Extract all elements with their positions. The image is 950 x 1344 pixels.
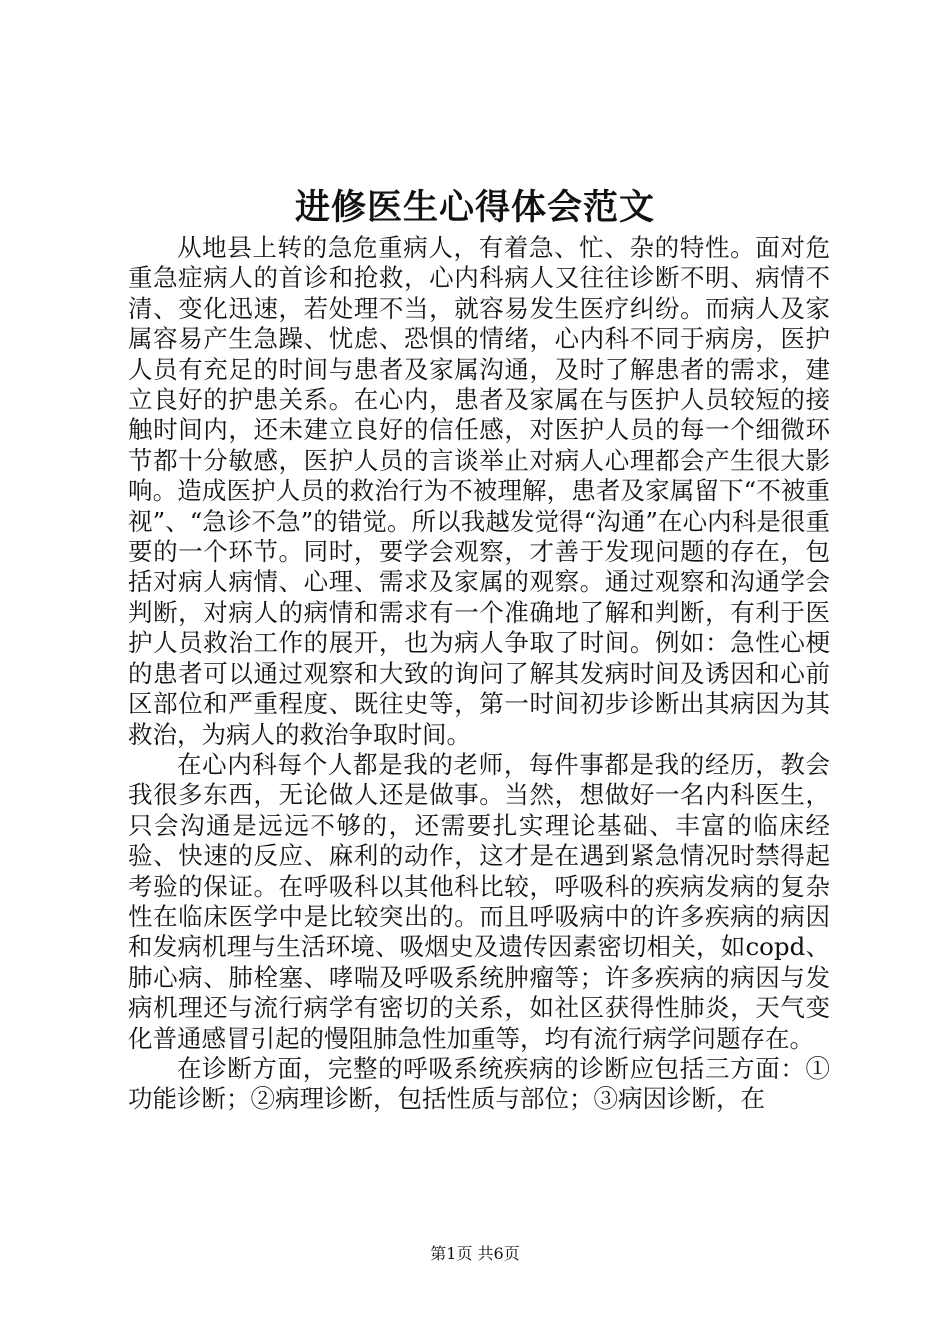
paragraph: 在诊断方面，完整的呼吸系统疾病的诊断应包括三方面：①功能诊断；②病理诊断，包括性质与部位；③病因诊断，在 (128, 1053, 830, 1114)
page-number: 第1页 共6页 (430, 1244, 520, 1263)
document-title: 进修医生心得体会范文 (294, 187, 655, 228)
paragraph: 在心内科每个人都是我的老师，每件事都是我的经历，教会我很多东西，无论做人还是做事。当然，想做好一名内科医生，只会沟通是远远不够的，还需要扎实理论基础、丰富的临床经验、快速的反应、麻利的动作，这才是在遇到紧急情况时禁得起考验的保证。在呼吸科以其他科比较，呼吸科的疾病发病的复杂性在临床医学中是比较突出的。而且呼吸病中的许多疾病的病因和发病机理与生活环境、吸烟史及遗传因素密切相关，如copd、肺心病、肺栓塞、哮喘及呼吸系统肿瘤等；许多疾病的病因与发病机理还与流行病学有密切的关系，如社区获得性肺炎，天气变化普通感冒引起的慢阻肺急性加重等，均有流行病学问题存在。 (128, 749, 830, 1053)
document-body (128, 233, 830, 1115)
paragraph: 从地县上转的急危重病人，有着急、忙、杂的特性。面对危重急症病人的首诊和抢救，心内科病人又往往诊断不明、病情不清、变化迅速，若处理不当，就容易发生医疗纠纷。而病人及家属容易产生急躁、忧虑、恐惧的情绪，心内科不同于病房，医护人员有充足的时间与患者及家属沟通，及时了解患者的需求，建立良好的护患关系。在心内，患者及家属在与医护人员较短的接触时间内，还未建立良好的信任感，对医护人员的每一个细微环节都十分敏感，医护人员的言谈举止对病人心理都会产生很大影响。造成医护人员的救治行为不被理解，患者及家属留下“不被重视”、“急诊不急”的错觉。所以我越发觉得“沟通”在心内科是很重要的一个环节。同时，要学会观察，才善于发现问题的存在，包括对病人病情、心理、需求及家属的观察。通过观察和沟通学会判断，对病人的病情和需求有一个准确地了解和判断，有利于医护人员救治工作的展开，也为病人争取了时间。例如：急性心梗的患者可以通过观察和大致的询问了解其发病时间及诱因和心前区部位和严重程度、既往史等，第一时间初步诊断出其病因为其救治，为病人的救治争取时间。 (128, 233, 830, 749)
